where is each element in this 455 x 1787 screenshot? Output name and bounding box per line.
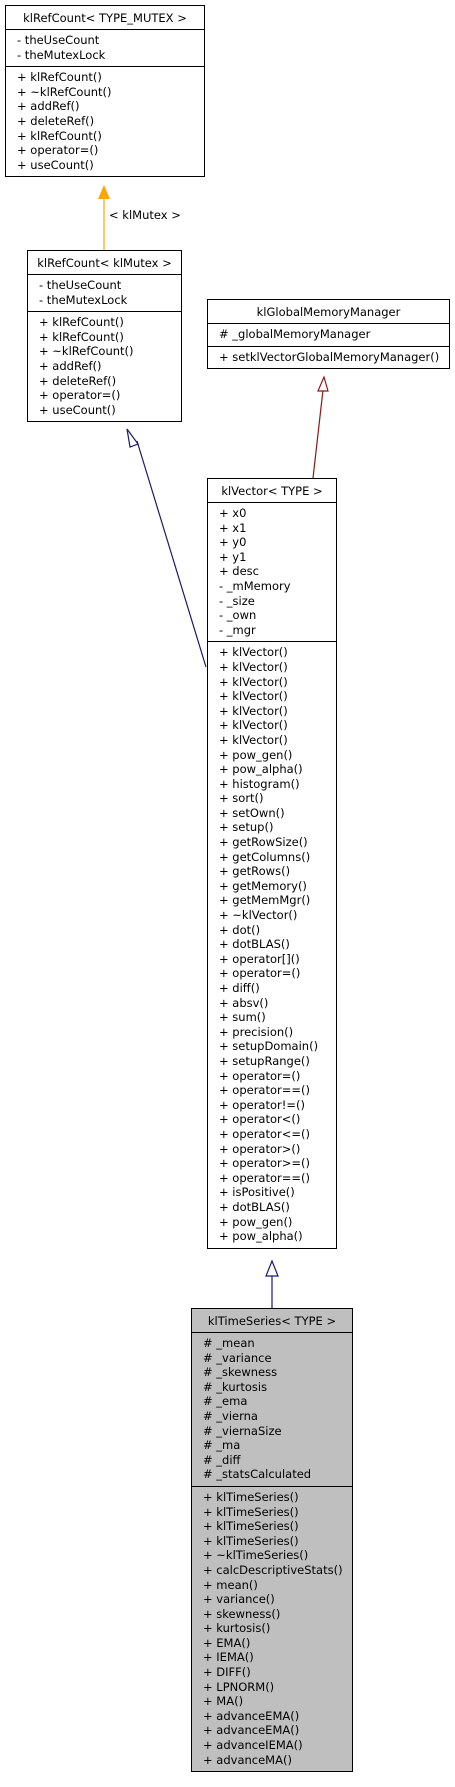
method-item[interactable]: + kurtosis() — [203, 1621, 271, 1636]
attribute-item[interactable]: # _vierna — [203, 1408, 258, 1423]
method-item[interactable]: + addRef() — [39, 358, 102, 373]
method-item[interactable]: + setup() — [219, 820, 274, 835]
method-item[interactable]: + useCount() — [39, 402, 116, 417]
method-item[interactable]: + advanceEMA() — [203, 1723, 300, 1738]
method-item[interactable]: + operator==() — [219, 1170, 310, 1185]
class-title: klVector< TYPE > — [208, 479, 336, 503]
method-item[interactable]: + operator<=() — [219, 1126, 310, 1141]
method-item[interactable]: + setklVectorGlobalMemoryManager() — [219, 349, 440, 364]
method-item[interactable]: + getMemMgr() — [219, 893, 311, 908]
methods-compartment — [28, 311, 181, 421]
method-item[interactable]: + setupRange() — [219, 1053, 310, 1068]
class-box-klglobalmemorymanager[interactable] — [207, 299, 450, 369]
method-item[interactable]: + klTimeSeries() — [203, 1533, 299, 1548]
attribute-item[interactable]: - _mMemory — [219, 578, 291, 593]
method-item[interactable]: + variance() — [203, 1592, 275, 1607]
method-item[interactable]: + MA() — [203, 1694, 244, 1709]
method-item[interactable]: + pow_alpha() — [219, 762, 303, 777]
method-item[interactable]: + operator==() — [219, 1083, 310, 1098]
method-item[interactable]: + klVector() — [219, 703, 288, 718]
method-item[interactable]: + advanceEMA() — [203, 1708, 300, 1723]
method-item[interactable]: + operator!=() — [219, 1097, 305, 1112]
method-item[interactable]: + dot() — [219, 922, 261, 937]
method-item[interactable]: + DIFF() — [203, 1665, 251, 1680]
attribute-item[interactable]: # _ema — [203, 1394, 248, 1409]
attributes-compartment — [6, 30, 204, 66]
attribute-item[interactable]: - theUseCount — [39, 278, 122, 292]
attribute-item[interactable]: - _mgr — [219, 622, 256, 637]
inherit-edge-vector-refcount-arrowhead — [127, 429, 138, 447]
method-item[interactable]: + operator>() — [219, 1141, 301, 1156]
method-item[interactable]: + klRefCount() — [17, 70, 102, 85]
attribute-item[interactable]: # _variance — [203, 1350, 272, 1365]
method-item[interactable]: + pow_gen() — [219, 747, 293, 762]
method-item[interactable]: + precision() — [219, 1024, 294, 1039]
class-box-klrefcount-klmutex[interactable] — [27, 250, 182, 422]
attribute-item[interactable]: - _own — [219, 608, 257, 623]
inherit-edge-vector-refcount-line — [137, 441, 206, 667]
method-item[interactable]: + klVector() — [219, 645, 288, 660]
class-box-klvector[interactable] — [207, 478, 337, 1249]
method-item[interactable]: + klRefCount() — [39, 329, 124, 344]
attribute-item[interactable]: + y1 — [219, 549, 247, 564]
method-item[interactable]: + klVector() — [219, 659, 288, 674]
method-item[interactable]: + klTimeSeries() — [203, 1489, 299, 1504]
method-item[interactable]: + histogram() — [219, 776, 300, 791]
method-item[interactable]: + operator=() — [39, 388, 121, 403]
method-item[interactable]: + absv() — [219, 995, 269, 1010]
method-item[interactable]: + deleteRef() — [39, 373, 117, 388]
attribute-item[interactable]: # _globalMemoryManager — [219, 327, 371, 341]
method-item[interactable]: + deleteRef() — [17, 113, 95, 128]
class-title: klTimeSeries< TYPE > — [192, 1309, 352, 1333]
attributes-compartment — [28, 275, 181, 311]
method-item[interactable]: + IEMA() — [203, 1650, 254, 1665]
attribute-item[interactable]: - theMutexLock — [17, 47, 106, 62]
method-item[interactable]: + operator>=() — [219, 1156, 310, 1171]
template-argument-label: < klMutex > — [109, 208, 181, 222]
method-item[interactable]: + operator=() — [219, 1068, 301, 1083]
class-title: klRefCount< klMutex > — [28, 251, 181, 275]
method-item[interactable]: + klRefCount() — [39, 315, 124, 330]
method-item[interactable]: + operator=() — [219, 966, 301, 981]
attribute-item[interactable]: # _skewness — [203, 1365, 278, 1380]
method-item[interactable]: + klTimeSeries() — [203, 1504, 299, 1519]
method-item[interactable]: + klVector() — [219, 689, 288, 704]
attributes-compartment — [192, 1333, 352, 1486]
attribute-item[interactable]: + y0 — [219, 535, 247, 550]
method-item[interactable]: + LPNORM() — [203, 1679, 275, 1694]
attribute-item[interactable]: # _mean — [203, 1336, 255, 1350]
method-item[interactable]: + ~klVector() — [219, 908, 298, 923]
method-item[interactable]: + klTimeSeries() — [203, 1519, 299, 1534]
methods-compartment — [6, 66, 204, 176]
method-item[interactable]: + operator=() — [17, 143, 99, 158]
method-item[interactable]: + ~klTimeSeries() — [203, 1548, 309, 1563]
method-item[interactable]: + setOwn() — [219, 805, 285, 820]
method-item[interactable]: + klVector() — [219, 718, 288, 733]
method-item[interactable]: + getMemory() — [219, 878, 307, 893]
attribute-item[interactable]: # _kurtosis — [203, 1379, 268, 1394]
method-item[interactable]: + calcDescriptiveStats() — [203, 1562, 343, 1577]
method-item[interactable]: + isPositive() — [219, 1185, 295, 1200]
attributes-compartment — [208, 503, 336, 641]
methods-compartment — [208, 641, 336, 1247]
method-item[interactable]: + ~klRefCount() — [17, 84, 112, 99]
class-title: klRefCount< TYPE_MUTEX > — [6, 6, 204, 30]
method-item[interactable]: + sort() — [219, 791, 264, 806]
attribute-item[interactable]: # _ma — [203, 1438, 241, 1453]
method-item[interactable]: + EMA() — [203, 1635, 251, 1650]
method-item[interactable]: + diff() — [219, 981, 260, 995]
method-item[interactable]: + skewness() — [203, 1606, 281, 1621]
method-item[interactable]: + advanceMA() — [203, 1752, 292, 1767]
method-item[interactable]: + klRefCount() — [17, 128, 102, 143]
method-item[interactable]: + pow_alpha() — [219, 1229, 303, 1244]
attribute-item[interactable]: # _diff — [203, 1452, 241, 1467]
method-item[interactable]: + klVector() — [219, 674, 288, 689]
method-item[interactable]: + getColumns() — [219, 849, 311, 864]
method-item[interactable]: + operator[]() — [219, 951, 300, 966]
method-item[interactable]: + setupDomain() — [219, 1039, 319, 1054]
attribute-item[interactable]: - _size — [219, 593, 255, 608]
attribute-item[interactable]: - theUseCount — [17, 33, 100, 47]
method-item[interactable]: + pow_gen() — [219, 1214, 293, 1229]
method-item[interactable]: + addRef() — [17, 99, 80, 114]
methods-compartment — [192, 1486, 352, 1771]
method-item[interactable]: + mean() — [203, 1577, 258, 1592]
method-item[interactable]: + ~klRefCount() — [39, 344, 134, 359]
method-item[interactable]: + dotBLAS() — [219, 937, 290, 952]
method-item[interactable]: + getRows() — [219, 864, 291, 879]
attribute-item[interactable]: # _viernaSize — [203, 1423, 282, 1438]
method-item[interactable]: + advanceIEMA() — [203, 1738, 303, 1753]
usage-edge-vector-memmgr-arrowhead — [318, 377, 328, 391]
method-item[interactable]: + klVector() — [219, 732, 288, 747]
attributes-compartment — [208, 324, 449, 346]
method-item[interactable]: + sum() — [219, 1010, 266, 1025]
usage-edge-vector-memmgr-line — [313, 390, 323, 478]
method-item[interactable]: + getRowSize() — [219, 835, 308, 850]
attribute-item[interactable]: + x1 — [219, 520, 247, 535]
method-item[interactable]: + dotBLAS() — [219, 1199, 290, 1214]
method-item[interactable]: + useCount() — [17, 157, 94, 172]
attribute-item[interactable]: + desc — [219, 564, 259, 579]
method-item[interactable]: + operator<() — [219, 1112, 301, 1127]
class-box-kltimeseries[interactable] — [191, 1308, 353, 1772]
template-edge-arrowhead — [98, 185, 110, 199]
methods-compartment — [208, 346, 449, 369]
class-box-klrefcount-type-mutex[interactable] — [5, 5, 205, 177]
inherit-edge-timeseries-vector-arrowhead — [266, 1261, 278, 1276]
attribute-item[interactable]: + x0 — [219, 506, 247, 520]
class-title: klGlobalMemoryManager — [208, 300, 449, 324]
attribute-item[interactable]: # _statsCalculated — [203, 1467, 312, 1482]
attribute-item[interactable]: - theMutexLock — [39, 292, 128, 307]
